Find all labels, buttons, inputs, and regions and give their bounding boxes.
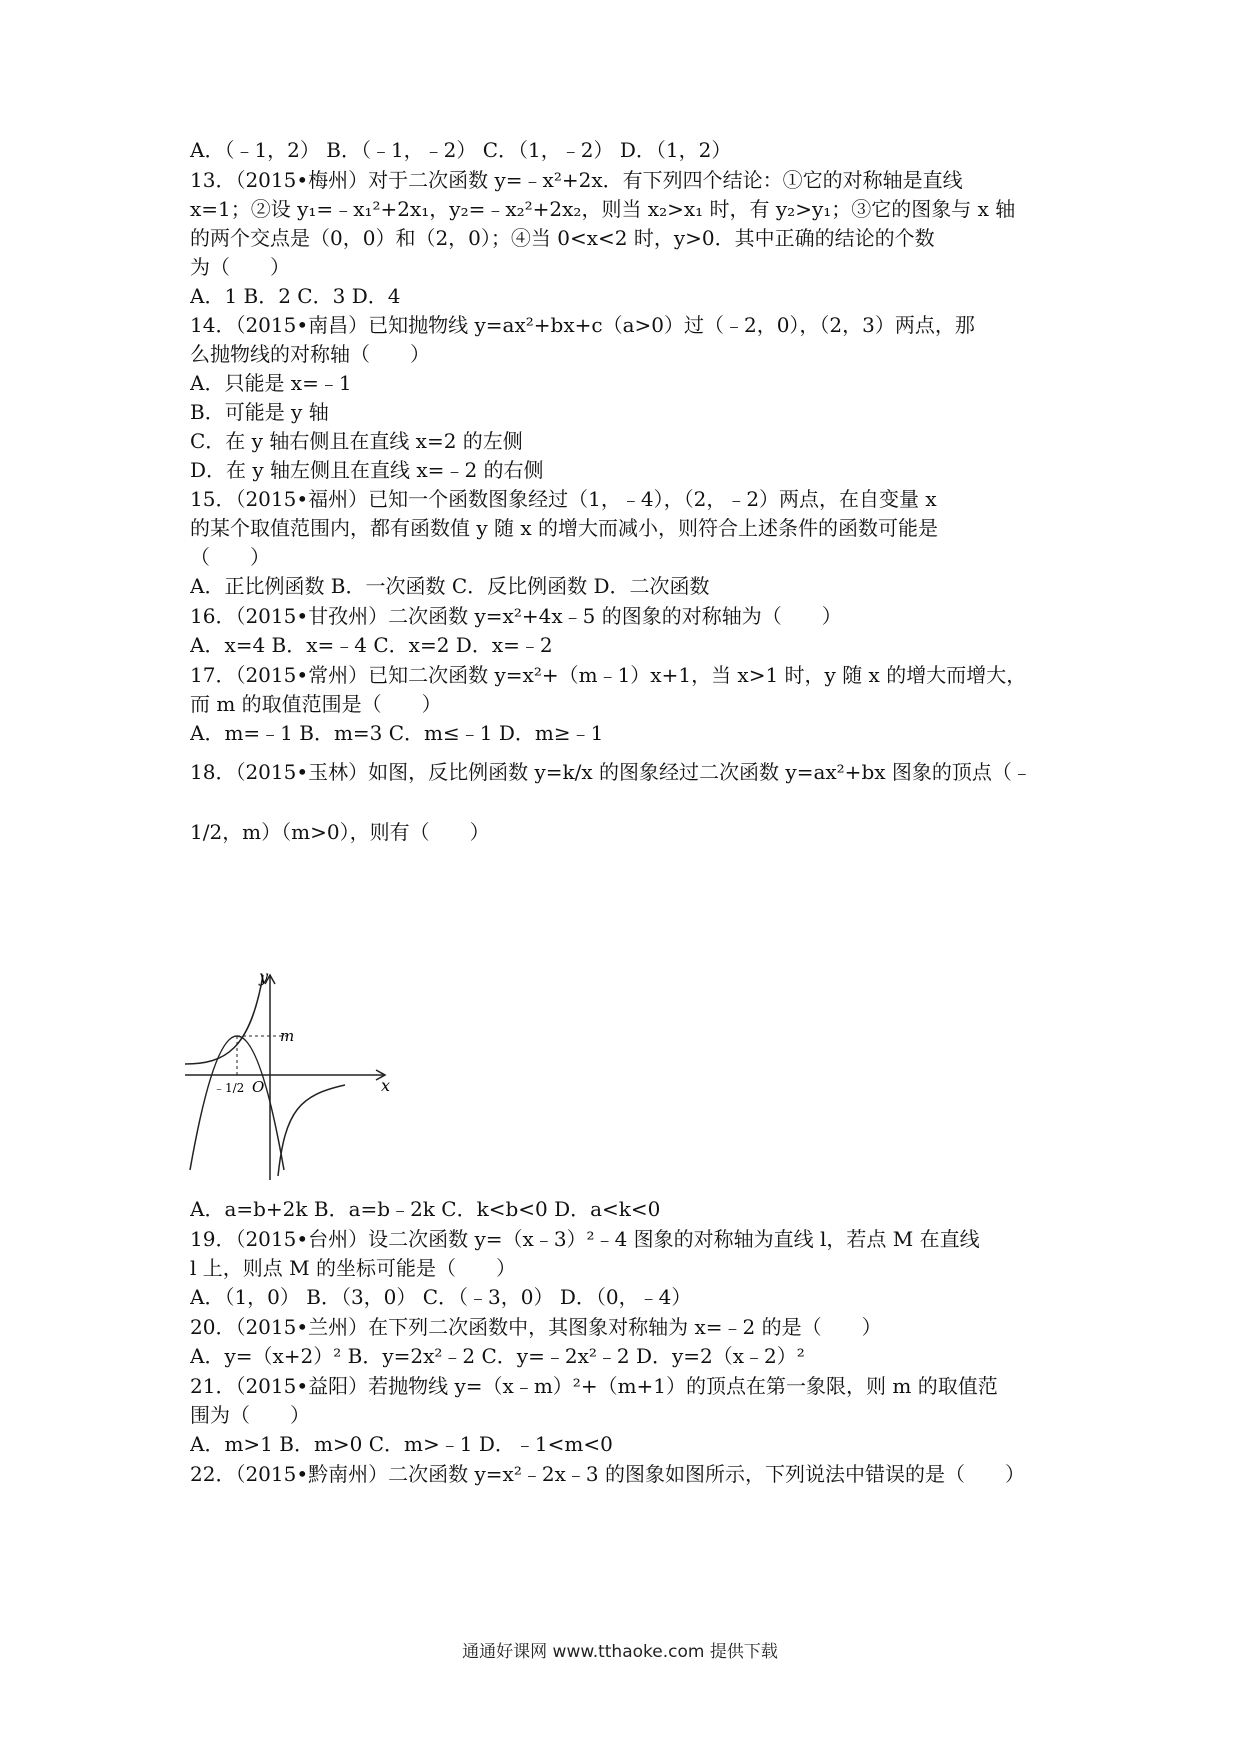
q18-text-line-1: 18．（2015•玉林）如图，反比例函数 y=k/x 的图象经过二次函数 y=ax²+bx 图象的顶点（﹣ — [190, 760, 1032, 784]
q18-options: A．a=b+2k B．a=b﹣2k C．k<b<0 D．a<k<0 — [190, 1197, 661, 1221]
q15-text-line-2: 的某个取值范围内，都有函数值 y 随 x 的增大而减小，则符合上述条件的函数可能是 — [190, 516, 939, 540]
x-axis-label: x — [381, 1076, 391, 1095]
tick-label-neg-half: ﹣1/2 — [213, 1081, 245, 1095]
q13-text-line-3: 的两个交点是（0，0）和（2，0）；④当 0<x<2 时，y>0．其中正确的结论的个数 — [190, 226, 935, 250]
q13-options: A．1 B．2 C．3 D．4 — [190, 284, 401, 308]
page-footer: 通通好课网 www.tthaoke.com 提供下载 — [462, 1642, 778, 1662]
q19-options: A．（1，0） B．（3，0） C．（﹣3，0） D．（0，﹣4） — [190, 1285, 692, 1309]
q20-options: A．y=（x+2）² B．y=2x²﹣2 C．y=﹣2x²﹣2 D．y=2（x﹣2）² — [190, 1344, 805, 1368]
q17-text-line-1: 17．（2015•常州）已知二次函数 y=x²+（m﹣1）x+1，当 x>1 时，y 随 x 的增大而增大， — [190, 663, 1027, 687]
q19-text-line-2: l 上，则点 M 的坐标可能是（ ） — [190, 1256, 516, 1280]
q18-text-line-2: 1/2，m）（m>0），则有（ ） — [190, 820, 490, 844]
q21-text-line-2: 围为（ ） — [190, 1403, 310, 1427]
q14-option-d: D．在 y 轴左侧且在直线 x=﹣2 的右侧 — [190, 458, 544, 482]
q21-options: A．m>1 B．m>0 C．m>﹣1 D．﹣1<m<0 — [190, 1432, 613, 1456]
q14-option-b: B．可能是 y 轴 — [190, 400, 329, 424]
q17-options: A．m=﹣1 B．m=3 C．m≤﹣1 D．m≥﹣1 — [190, 721, 604, 745]
q13-text-line-1: 13．（2015•梅州）对于二次函数 y=﹣x²+2x．有下列四个结论：①它的对称轴是直线 — [190, 168, 963, 192]
q15-options: A．正比例函数 B．一次函数 C．反比例函数 D．二次函数 — [190, 574, 710, 598]
q14-option-a: A．只能是 x=﹣1 — [190, 371, 352, 395]
q13-text-line-2: x=1；②设 y₁=﹣x₁²+2x₁，y₂=﹣x₂²+2x₂，则当 x₂>x₁ 时，有 y₂>y₁；③它的图象与 x 轴 — [190, 197, 1016, 221]
q13-text-line-4: 为（ ） — [190, 255, 290, 279]
y-axis-label: y — [259, 970, 269, 986]
q14-option-c: C．在 y 轴右侧且在直线 x=2 的左侧 — [190, 429, 523, 453]
q20-text: 20．（2015•兰州）在下列二次函数中，其图象对称轴为 x=﹣2 的是（ ） — [190, 1315, 882, 1339]
q12-options: A．（﹣1，2） B．（﹣1，﹣2） C．（1，﹣2） D．（1，2） — [190, 138, 732, 162]
q17-text-line-2: 而 m 的取值范围是（ ） — [190, 692, 442, 716]
m-label: m — [280, 1027, 295, 1045]
q18-figure — [185, 970, 400, 1185]
q21-text-line-1: 21．（2015•益阳）若抛物线 y=（x﹣m）²+（m+1）的顶点在第一象限，则 m 的取值范 — [190, 1374, 998, 1398]
q15-text-line-3: （ ） — [190, 545, 270, 569]
q22-text: 22．（2015•黔南州）二次函数 y=x²﹣2x﹣3 的图象如图所示，下列说法中错误的是（ ） — [190, 1462, 1025, 1486]
q14-text-line-1: 14．（2015•南昌）已知抛物线 y=ax²+bx+c（a>0）过（﹣2，0），（2，3）两点，那 — [190, 313, 975, 337]
q16-text: 16．（2015•甘孜州）二次函数 y=x²+4x﹣5 的图象的对称轴为（ ） — [190, 604, 842, 628]
q19-text-line-1: 19．（2015•台州）设二次函数 y=（x﹣3）²﹣4 图象的对称轴为直线 l，若点 M 在直线 — [190, 1227, 980, 1251]
q16-options: A．x=4 B．x=﹣4 C．x=2 D．x=﹣2 — [190, 633, 553, 657]
hyperbola-right-branch — [278, 1085, 345, 1176]
q14-text-line-2: 么抛物线的对称轴（ ） — [190, 342, 430, 366]
q15-text-line-1: 15．（2015•福州）已知一个函数图象经过（1，﹣4），（2，﹣2）两点，在自变量 x — [190, 487, 937, 511]
hyperbola-left-branch — [185, 975, 263, 1064]
origin-label: O — [252, 1078, 265, 1096]
